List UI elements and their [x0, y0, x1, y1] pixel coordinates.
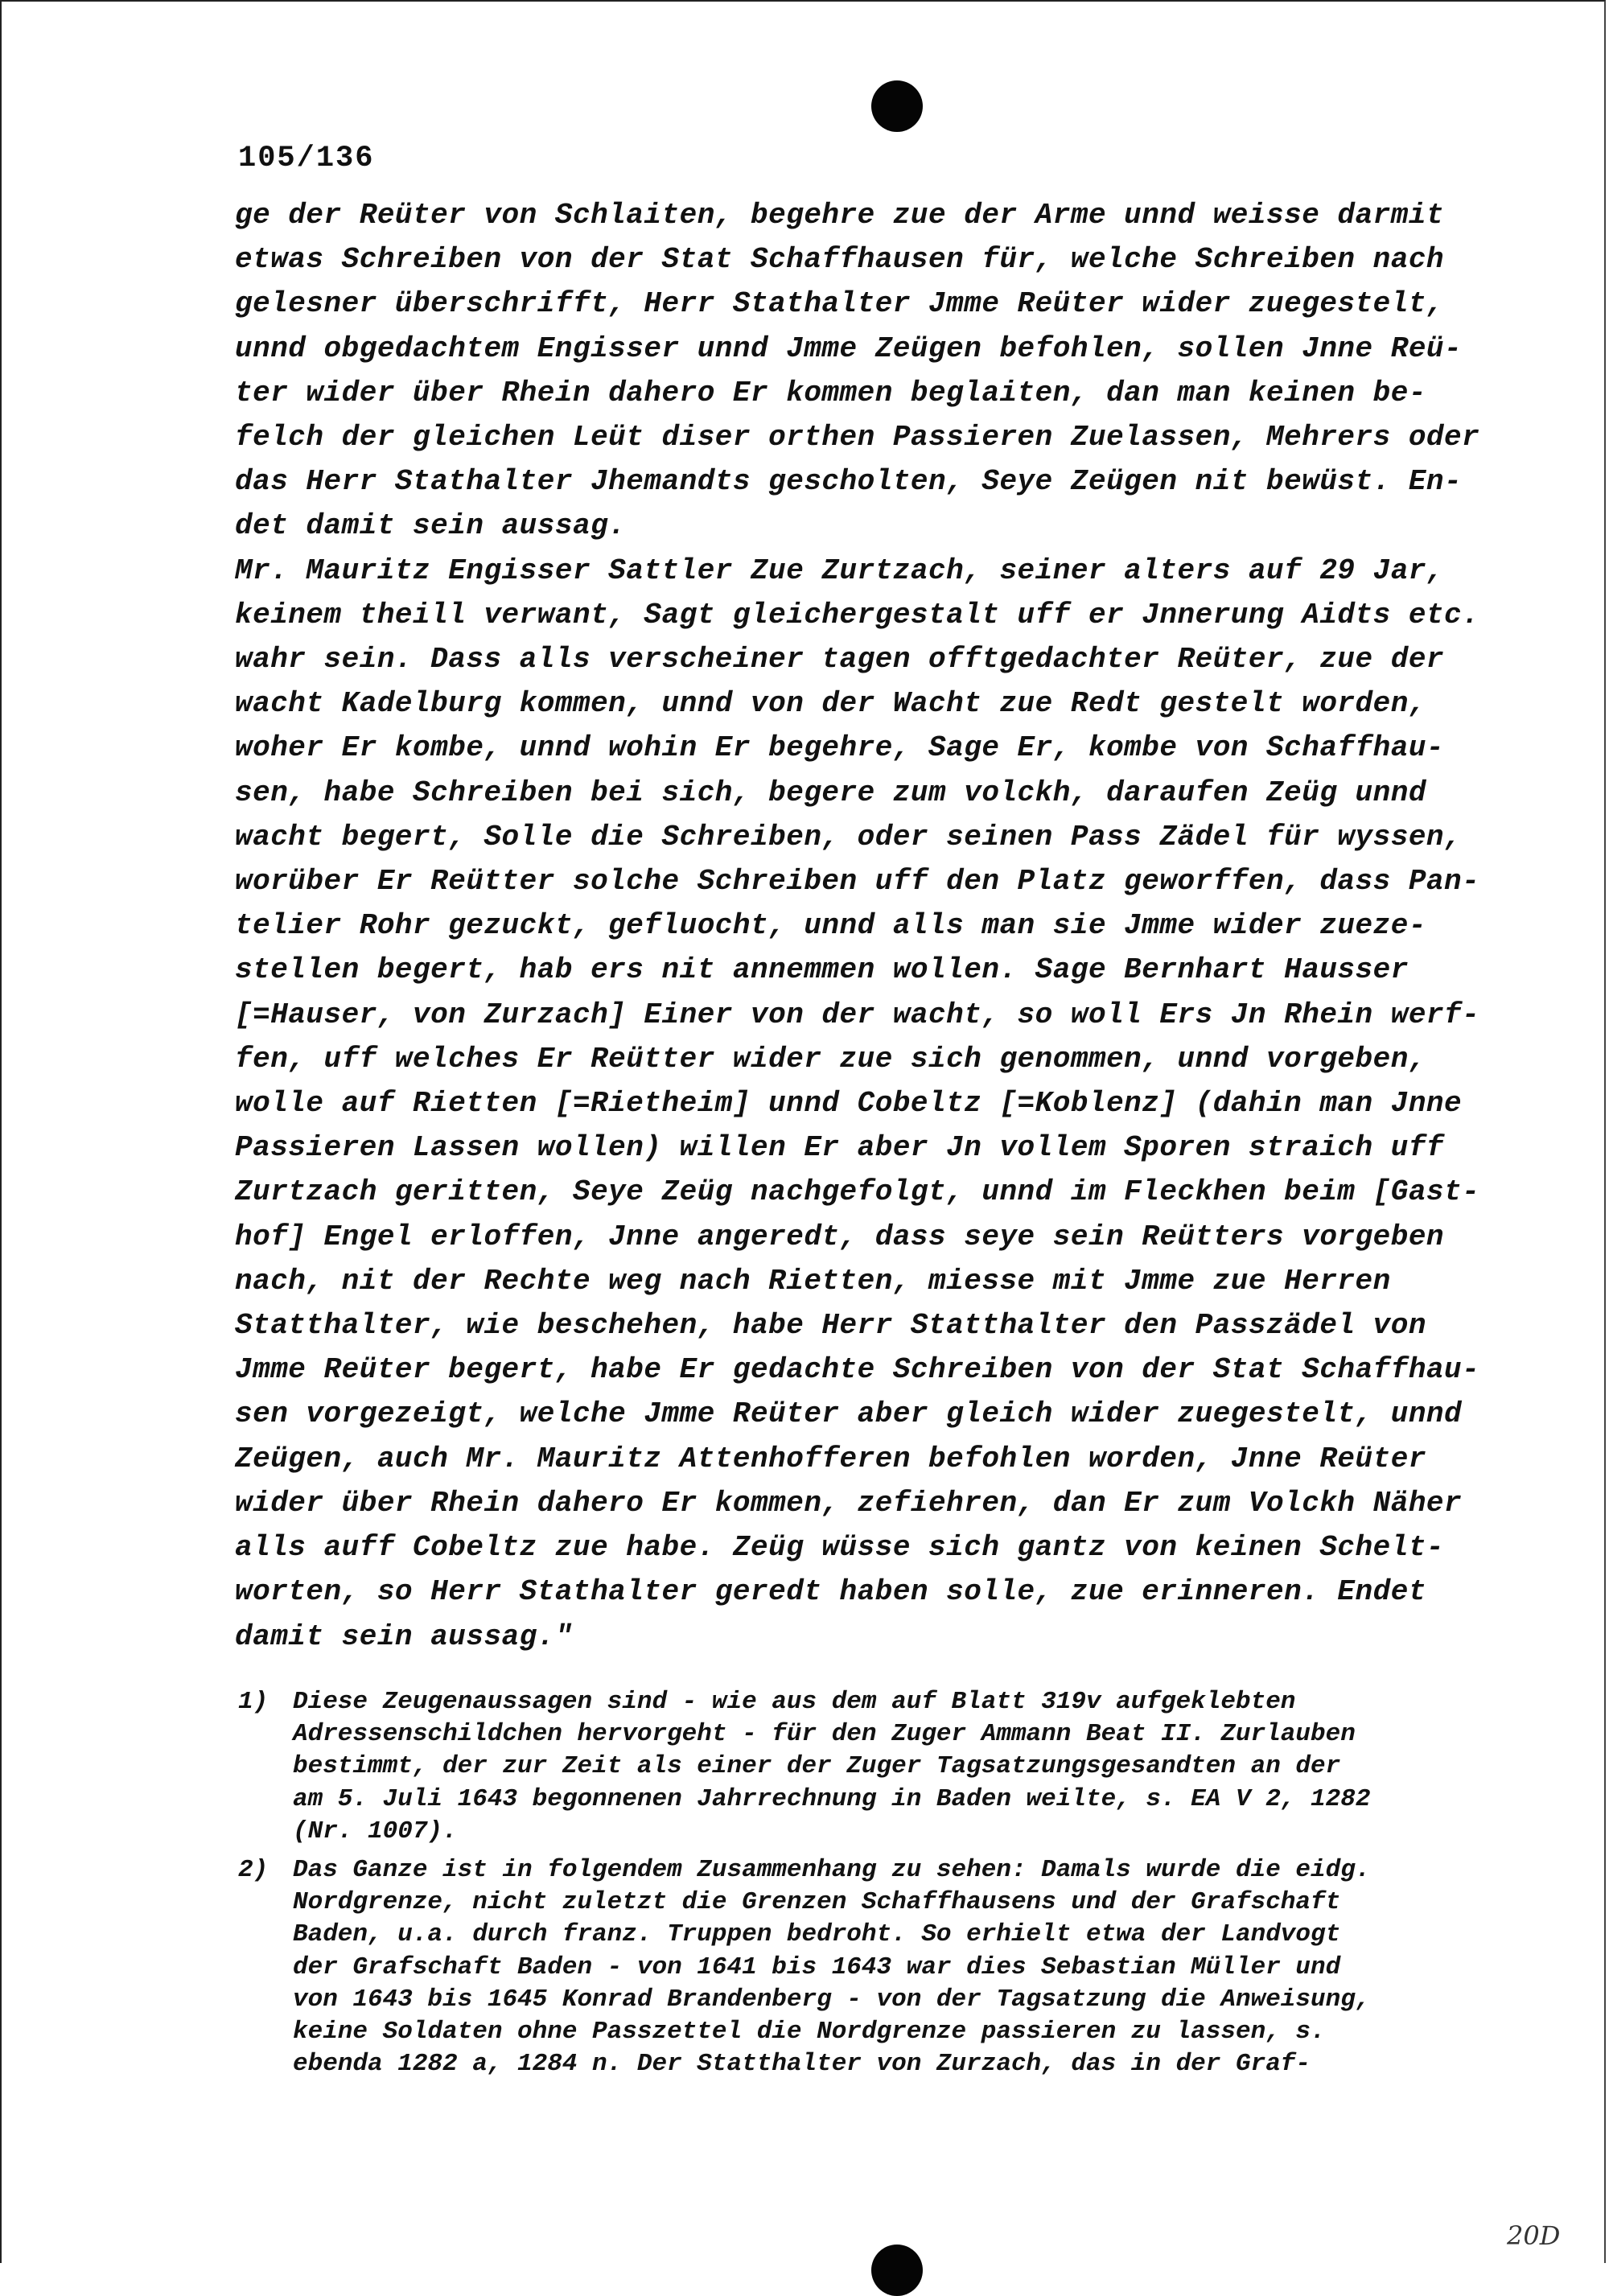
- text-line: Zeügen, auch Mr. Mauritz Attenhofferen befohlen worden, Jnne Reüter: [235, 1442, 1426, 1475]
- text-line: felch der gleichen Leüt diser orthen Passieren Zuelassen, Mehrers oder: [235, 421, 1480, 455]
- text-line: gelesner überschrifft, Herr Stathalter Jmme Reüter wider zuegestelt,: [235, 287, 1445, 321]
- footnote-body: [293, 1686, 1481, 1848]
- text-line: wacht begert, Solle die Schreiben, oder seinen Pass Zädel für wyssen,: [235, 820, 1463, 854]
- text-line: Zurtzach geritten, Seye Zeüg nachgefolgt, unnd im Fleckhen beim [Gast-: [235, 1175, 1480, 1209]
- text-line: ge der Reüter von Schlaiten, begehre zue der Arme unnd weisse darmit: [235, 199, 1445, 232]
- punch-hole-top: [871, 80, 923, 132]
- text-line: [=Hauser, von Zurzach] Einer von der wacht, so woll Ers Jn Rhein werf-: [235, 998, 1480, 1031]
- text-line: wider über Rhein dahero Er kommen, zefiehren, dan Er zum Volckh Näher: [235, 1486, 1463, 1520]
- footnote-line: keine Soldaten ohne Passzettel die Nordgrenze passieren zu lassen, s.: [293, 2018, 1326, 2047]
- footnote-line: Adressenschildchen hervorgeht - für den Zuger Ammann Beat II. Zurlauben: [293, 1720, 1356, 1749]
- text-line: nach, nit der Rechte weg nach Rietten, miesse mit Jmme zue Herren: [235, 1264, 1391, 1298]
- text-line: das Herr Stathalter Jhemandts gescholten, Seye Zeügen nit bewüst. En-: [235, 465, 1463, 499]
- footnote-line: Diese Zeugenaussagen sind - wie aus dem auf Blatt 319v aufgeklebten: [293, 1688, 1296, 1716]
- text-line: stellen begert, hab ers nit annemmen wollen. Sage Bernhart Hausser: [235, 953, 1409, 987]
- footnote: [238, 1686, 1481, 1848]
- footnote-line: von 1643 bis 1645 Konrad Brandenberg - von der Tagsatzung die Anweisung,: [293, 1985, 1371, 2014]
- text-line: worten, so Herr Stathalter geredt haben solle, zue erinneren. Endet: [235, 1575, 1426, 1609]
- footnote-line: (Nr. 1007).: [293, 1817, 458, 1845]
- text-line: alls auff Cobeltz zue habe. Zeüg wüsse sich gantz von keinen Schelt-: [235, 1531, 1445, 1565]
- text-line: Statthalter, wie beschehen, habe Herr Statthalter den Passzädel von: [235, 1309, 1426, 1343]
- text-line: wacht Kadelburg kommen, unnd von der Wacht zue Redt gestelt worden,: [235, 687, 1426, 721]
- text-line: wolle auf Rietten [=Rietheim] unnd Cobeltz [=Koblenz] (dahin man Jnne: [235, 1087, 1463, 1121]
- text-line: wahr sein. Dass alls verscheiner tagen offtgedachter Reüter, zue der: [235, 643, 1445, 677]
- footnote-line: Das Ganze ist in folgendem Zusammenhang zu sehen: Damals wurde die eidg.: [293, 1856, 1371, 1885]
- text-line: woher Er kombe, unnd wohin Er begehre, Sage Er, kombe von Schaffhau-: [235, 731, 1445, 765]
- footnote: [238, 1854, 1481, 2080]
- text-line: unnd obgedachtem Engisser unnd Jmme Zeügen befohlen, sollen Jnne Reü-: [235, 331, 1463, 365]
- footnote-number: 2): [238, 1856, 269, 1885]
- text-line: hof] Engel erloffen, Jnne angeredt, dass seye sein Reütters vorgeben: [235, 1220, 1445, 1253]
- footnote-number: 1): [238, 1688, 269, 1716]
- text-line: Mr. Mauritz Engisser Sattler Zue Zurtzach, seiner alters auf 29 Jar,: [235, 553, 1445, 587]
- punch-hole-bottom: [871, 2245, 923, 2296]
- text-line: fen, uff welches Er Reütter wider zue sich genommen, unnd vorgeben,: [235, 1042, 1426, 1076]
- text-line: telier Rohr gezuckt, gefluocht, unnd alls man sie Jmme wider zueze-: [235, 909, 1426, 943]
- footnotes: [238, 1686, 1481, 2087]
- footnote-line: bestimmt, der zur Zeit als einer der Zuger Tagsatzungsgesandten an der: [293, 1752, 1341, 1781]
- text-line: keinem theill verwant, Sagt gleichergestalt uff er Jnnerung Aidts etc.: [235, 598, 1480, 632]
- page-number: 105/136: [238, 142, 375, 175]
- corner-mark: 20D: [1507, 2220, 1561, 2251]
- text-line: Passieren Lassen wollen) willen Er aber Jn vollem Sporen straich uff: [235, 1131, 1445, 1165]
- footnote-body: [293, 1854, 1481, 2080]
- text-line: damit sein aussag.": [235, 1619, 573, 1653]
- footnote-line: der Grafschaft Baden - von 1641 bis 1643 war dies Sebastian Müller und: [293, 1952, 1341, 1981]
- text-line: etwas Schreiben von der Stat Schaffhausen für, welche Schreiben nach: [235, 243, 1445, 277]
- text-line: sen, habe Schreiben bei sich, begere zum volckh, daraufen Zeüg unnd: [235, 776, 1426, 809]
- text-line: Jmme Reüter begert, habe Er gedachte Schreiben von der Stat Schaffhau-: [235, 1353, 1480, 1387]
- text-line: sen vorgezeigt, welche Jmme Reüter aber gleich wider zuegestelt, unnd: [235, 1397, 1463, 1431]
- footnote-line: ebenda 1282 a, 1284 n. Der Statthalter von Zurzach, das in der Graf-: [293, 2050, 1311, 2079]
- text-line: det damit sein aussag.: [235, 509, 627, 543]
- main-text: [235, 193, 1478, 1659]
- footnote-line: Nordgrenze, nicht zuletzt die Grenzen Schaffhausens und der Grafschaft: [293, 1888, 1341, 1917]
- text-line: worüber Er Reütter solche Schreiben uff den Platz geworffen, dass Pan-: [235, 865, 1480, 899]
- text-line: ter wider über Rhein dahero Er kommen beglaiten, dan man keinen be-: [235, 376, 1426, 409]
- footnote-line: am 5. Juli 1643 begonnenen Jahrrechnung in Baden weilte, s. EA V 2, 1282: [293, 1784, 1371, 1813]
- footnote-line: Baden, u.a. durch franz. Truppen bedroht. So erhielt etwa der Landvogt: [293, 1920, 1341, 1949]
